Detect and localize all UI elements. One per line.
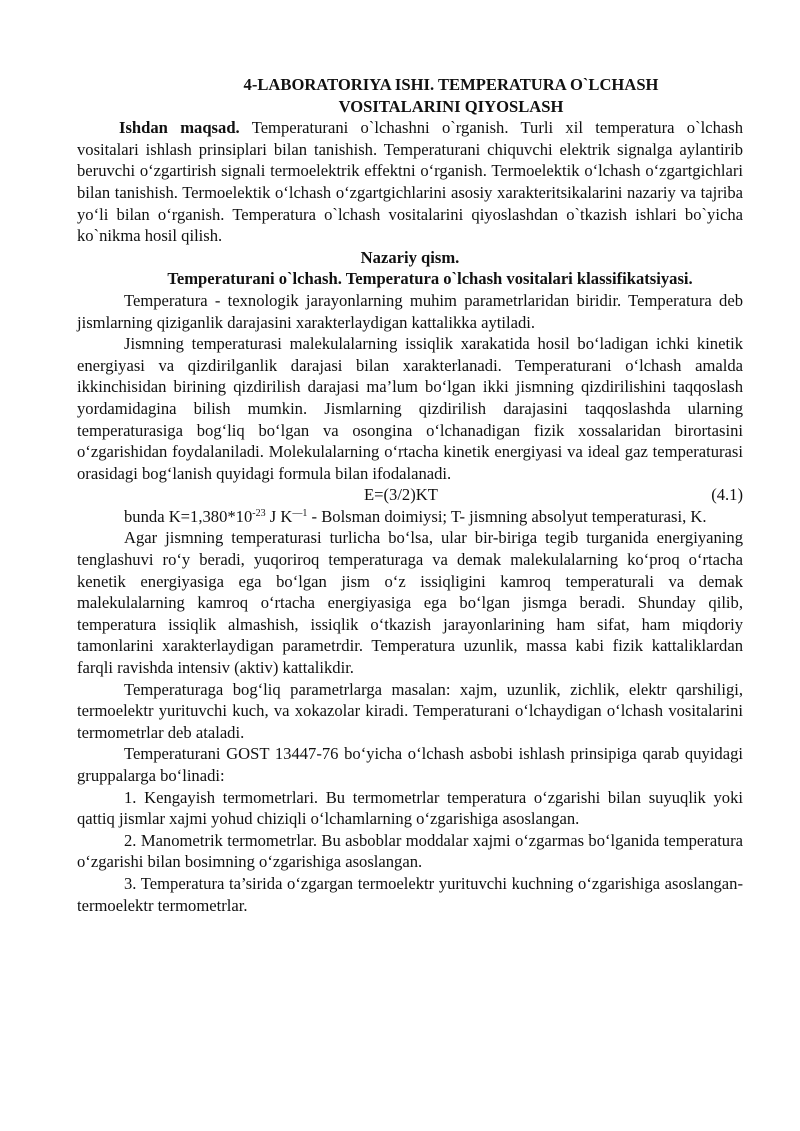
paragraph-parameters: Temperaturaga bog‘liq parametrlarga masalan: xajm, uzunlik, zichlik, elektr qarshiligi, termoelektr yurituvchi kuch, va xokazolar kiradi. Temperaturani o‘lchaydigan o‘lchash vositalarini termometrlar deb ataladi. bbox=[77, 679, 743, 742]
sub-heading: Temperaturani o`lchash. Temperatura o`lchash vositalari klassifikatsiyasi. bbox=[167, 269, 693, 289]
section-heading: Nazariy qism. bbox=[360, 247, 460, 267]
paragraph-boltzmann bbox=[77, 506, 743, 528]
list-item-manometric-thermometers: 2. Manometrik termometrlar. Bu asboblar moddalar xajmi o‘zgarmas bo‘lganida temperatura o‘zgarishi bilan bosimning o‘zgarishiga asoslangan. bbox=[77, 830, 743, 872]
paragraph-temperature-definition: Temperatura - texnologik jarayonlarning muhim parametrlaridan biridir. Temperatura deb jismlarning qiziganlik darajasini xarakterlaydigan kattalikka aytiladi. bbox=[77, 290, 743, 332]
formula-expression: E=(3/2)KT bbox=[364, 485, 438, 505]
formula-line bbox=[77, 484, 743, 506]
paragraph-heat-exchange: Agar jismning temperaturasi turlicha bo‘lsa, ular bir-biriga tegib turganida energiyaning tenglashuvi ro‘y beradi, yuqoriroq temperaturaga va demak malekulalarning ko‘proq o‘rtacha kenetik energiyasiga ega bo‘lgan jism o‘z issiqligini kamroq temperaturali va demak malekulalarning kamroq o‘rtacha energiyasiga ega bo‘lgan jismga beradi. Shunday qilib, temperatura issiqlik almashish, issiqlik o‘tkazish jarayonlarining ham sifat, ham miqdoriy tamonlarini xarakterlaydigan parametrdir. Temperatura uzunlik, massa kabi fizik kattaliklardan farqli ravishda intensiv (aktiv) kattalikdir. bbox=[77, 528, 743, 678]
paragraph-gost-classification: Temperaturani GOST 13447-76 bo‘yicha o‘lchash asbobi ishlash prinsipiga qarab quyidagi gruppalarga bo‘linadi: bbox=[77, 744, 743, 785]
document-title bbox=[77, 74, 743, 117]
formula-number: (4.1) bbox=[711, 485, 743, 505]
aim-label: Ishdan maqsad. bbox=[119, 118, 240, 138]
boltzmann-exponent: -23 bbox=[252, 507, 266, 519]
title-line-1: 4-LABORATORIYA ISHI. TEMPERATURA O`LCHASH bbox=[243, 75, 659, 94]
list-item-thermoelectric-thermometers: 3. Temperatura ta’sirida o‘zgargan termoelektr yurituvchi kuchning o‘zgarishiga asoslangan-termoelektr termometrlar. bbox=[77, 873, 743, 915]
boltzmann-unit: J K bbox=[265, 506, 293, 526]
boltzmann-text-start: bunda K=1,380*10 bbox=[124, 506, 253, 526]
list-item-expansion-thermometers: 1. Kengayish termometrlari. Bu termometrlar temperatura o‘zgarishi bilan suyuqlik yoki qattiq jismlar xajmi yohud chiziqli o‘lchamlarning o‘zgarishiga asoslangan. bbox=[77, 787, 743, 829]
paragraph-kinetic-energy: Jismning temperaturasi malekulalarning issiqlik xarakatida hosil bo‘ladigan ichki kinetik energiyasi va qizdirilganlik darajasi bilan xarakterlanadi. Temperaturani o‘lchash amalda ikkinchisidan birining qizdirilish darajasi ma’lum bo‘lgan ikki jismning qizdirilishini taqqoslash yordamidagina bilish mumkin. Jismlarning qizdirilish darajasini taqqoslashda ularning temperaturasiga bog‘liq bo‘lgan va osongina o‘lchanadigan fizik xossalaridan birortasini o‘zgarishidan foydalaniladi. Molekulalarning o‘rtacha kinetik energiyasi va ideal gaz temperaturasi orasidagi bog‘lanish quyidagi formula bilan ifodalanadi. bbox=[77, 334, 743, 483]
boltzmann-unit-exponent: —1 bbox=[292, 507, 308, 519]
boltzmann-text-rest: - Bolsman doimiysi; T- jismning absolyut temperaturasi, K. bbox=[307, 506, 707, 526]
aim-paragraph bbox=[77, 117, 743, 247]
aim-text: Temperaturani o`lchashni o`rganish. Turli xil temperatura o`lchash vositalari ishlash prinsiplari bilan tanishish. Temperaturani chiquvchi elektrik signalga aylantirib beruvchi o‘zgartirish signali termoelektrik effektni o‘rganish. Termoelektik o‘lchash o‘zgartgichlari bilan tanishish. Termoelektik o‘lchash o‘zgartgichlarini asosiy xarakteritsikalarini nazariy va tajriba yo‘li bilan o‘rganish. Temperatura o`lchash vositalarini qiyoslashdan o`tkazish ishlari bo`yicha ko`nikma hosil qilish. bbox=[77, 118, 744, 246]
title-line-2: VOSITALARINI QIYOSLASH bbox=[338, 96, 564, 116]
